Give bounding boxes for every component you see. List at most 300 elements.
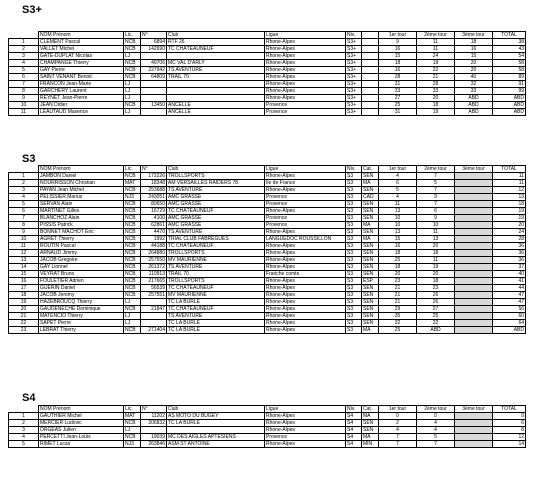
table-row — [9, 102, 526, 109]
cell-niv: S3 — [346, 187, 362, 194]
cell-name: MERCIER Ludovic — [39, 420, 124, 427]
cell-ligue: Provence — [265, 194, 346, 201]
table-row — [9, 320, 526, 327]
cell-club: RTF 26 — [167, 39, 265, 46]
cell-lic: LJ — [124, 109, 141, 116]
cell-club — [167, 53, 265, 60]
cell-t1: 4 — [379, 427, 417, 434]
cell-num — [141, 109, 167, 116]
cell-lic: NCB — [124, 60, 141, 67]
cell-niv: S3+ — [346, 88, 362, 95]
cell-ligue: Rhone-Alpes — [265, 229, 346, 236]
cell-ligue: Rhone-Alpes — [265, 88, 346, 95]
cell-t3 — [455, 413, 493, 420]
cell-total: 11 — [493, 180, 526, 187]
table-row — [9, 285, 526, 292]
cell-name: SAPET Pierre — [39, 320, 124, 327]
cell-ligue: Rhone-Alpes — [265, 420, 346, 427]
cell-t1: 35 — [379, 313, 417, 320]
column-header-name: NOM Prénom — [39, 406, 124, 413]
cell-rank: 6 — [9, 74, 39, 81]
cell-rank: 7 — [9, 81, 39, 88]
cell-cat — [362, 46, 379, 53]
column-header-t1: 1er tour — [379, 406, 417, 413]
cell-ligue: Rhone-Alpes — [265, 53, 346, 60]
cell-club: TROLLSPORTS — [167, 173, 265, 180]
cell-lic: MAT — [124, 180, 141, 187]
cell-num: 16729 — [141, 208, 167, 215]
cell-total: 44 — [493, 285, 526, 292]
cell-niv: S4 — [346, 420, 362, 427]
cell-lic: LJ — [124, 320, 141, 327]
cell-ligue: Rhone-Alpes — [265, 292, 346, 299]
cell-club — [167, 427, 265, 434]
cell-ligue: Rhone-Alpes — [265, 320, 346, 327]
cell-t3: 33 — [455, 88, 493, 95]
cell-cat — [362, 53, 379, 60]
cell-total: 12 — [493, 187, 526, 194]
column-header-t3: 3ème tour — [455, 32, 493, 39]
cell-lic: NCB — [124, 434, 141, 441]
cell-club: ANCELLE — [167, 109, 265, 116]
cell-name: SERVAN Alain — [39, 201, 124, 208]
cell-cat: SEN — [362, 420, 379, 427]
table-row — [9, 299, 526, 306]
cell-lic: NCB — [124, 46, 141, 53]
cell-name: CLEMENT Pascal — [39, 39, 124, 46]
cell-niv: S3 — [346, 320, 362, 327]
cell-num: 18348 — [141, 180, 167, 187]
cell-name: GARCHERY Laurent — [39, 88, 124, 95]
cell-ligue: Provence — [265, 222, 346, 229]
cell-cat — [362, 102, 379, 109]
cell-total: 47 — [493, 299, 526, 306]
cell-lic: NCB — [124, 39, 141, 46]
results-table-s3 — [8, 165, 526, 334]
cell-rank: 4 — [9, 60, 39, 67]
cell-total: 18 — [493, 201, 526, 208]
cell-cat: MA — [362, 434, 379, 441]
cell-ligue: Rhone-Alpes — [265, 441, 346, 448]
cell-total: 91 — [493, 81, 526, 88]
cell-t2: 11 — [417, 39, 455, 46]
cell-lic: NCB — [124, 285, 141, 292]
cell-niv: S4 — [346, 441, 362, 448]
table-row — [9, 313, 526, 320]
cell-name: MARTINET Gilles — [39, 208, 124, 215]
table-row — [9, 264, 526, 271]
cell-club: TC LA BURLE — [167, 327, 265, 334]
cell-lic: LJ — [124, 427, 141, 434]
cell-lic: NCB — [124, 257, 141, 264]
cell-t2: 20 — [417, 95, 455, 102]
cell-t3: 20 — [455, 60, 493, 67]
cell-niv: S3 — [346, 243, 362, 250]
cell-t2: 18 — [417, 102, 455, 109]
cell-ligue: Rhone-Alpes — [265, 39, 346, 46]
cell-lic: NJ3 — [124, 441, 141, 448]
cell-t3 — [455, 427, 493, 434]
cell-niv: S3 — [346, 285, 362, 292]
cell-niv: S3 — [346, 278, 362, 285]
table-row — [9, 39, 526, 46]
cell-lic: NCB — [124, 208, 141, 215]
column-header-t3: 3ème tour — [455, 406, 493, 413]
cell-total: 54 — [493, 53, 526, 60]
cell-num — [141, 427, 167, 434]
cell-total: 24 — [493, 229, 526, 236]
cell-t3 — [455, 292, 493, 299]
column-header-cat: Cat. — [362, 166, 379, 173]
cell-name: ORGEAS Julien — [39, 427, 124, 434]
cell-t3: 32 — [455, 81, 493, 88]
cell-total: 64 — [493, 320, 526, 327]
column-header-club: Club — [167, 32, 265, 39]
cell-t3: ABD — [455, 102, 493, 109]
table-row — [9, 271, 526, 278]
column-header-num: N° — [141, 166, 167, 173]
cell-t3 — [455, 187, 493, 194]
cell-niv: S3 — [346, 313, 362, 320]
cell-cat: MIN — [362, 441, 379, 448]
results-table-s4 — [8, 405, 526, 448]
cell-t3 — [455, 257, 493, 264]
cell-name: MATENCIO Thierry — [39, 313, 124, 320]
table-row — [9, 88, 526, 95]
cell-num: 6894 — [141, 39, 167, 46]
cell-total: 47 — [493, 292, 526, 299]
cell-total: 40 — [493, 271, 526, 278]
cell-rank: 2 — [9, 420, 39, 427]
table-row — [9, 222, 526, 229]
cell-name: ROUTIN Pascal — [39, 243, 124, 250]
table-row — [9, 187, 526, 194]
table-row — [9, 201, 526, 208]
cell-t3 — [455, 222, 493, 229]
cell-t2: 11 — [417, 46, 455, 53]
cell-club: TC LA BURLE — [167, 320, 265, 327]
cell-ligue: Provence — [265, 109, 346, 116]
section-title-s4: S4 — [22, 392, 36, 404]
cell-cat: SEN — [362, 306, 379, 313]
cell-total: 20 — [493, 222, 526, 229]
column-header-cat: Cat. — [362, 406, 379, 413]
cell-lic: NCB — [124, 243, 141, 250]
cell-cat — [362, 81, 379, 88]
cell-ligue: Rhone-Alpes — [265, 67, 346, 74]
cell-niv: S3 — [346, 306, 362, 313]
cell-total: 12 — [493, 434, 526, 441]
cell-num: 64809 — [141, 74, 167, 81]
cell-lic: LJ — [124, 88, 141, 95]
column-header-lic: Lic. — [124, 32, 141, 39]
cell-cat — [362, 95, 379, 102]
cell-rank: 18 — [9, 292, 39, 299]
cell-cat: SEN — [362, 208, 379, 215]
column-header-niv: Niv. — [346, 32, 362, 39]
cell-t2: 6 — [417, 208, 455, 215]
column-header-t1: 1er tour — [379, 32, 417, 39]
cell-total: ABD — [493, 102, 526, 109]
cell-ligue: LANGUEDOC ROUSSILLON — [265, 236, 346, 243]
table-row — [9, 215, 526, 222]
cell-t2: 32 — [417, 320, 455, 327]
cell-lic: NCB — [124, 327, 141, 334]
cell-t2: 11 — [417, 229, 455, 236]
cell-total: 28 — [493, 236, 526, 243]
cell-t3 — [455, 173, 493, 180]
cell-niv: S3 — [346, 299, 362, 306]
cell-club: TC CHÂTEAUNEUF — [167, 285, 265, 292]
cell-ligue: Rhone-Alpes — [265, 81, 346, 88]
cell-club: MC DES AIGLES APTESIENS — [167, 434, 265, 441]
cell-niv: S3 — [346, 215, 362, 222]
cell-niv: S3 — [346, 264, 362, 271]
column-header-t2: 2ème tour — [417, 32, 455, 39]
cell-ligue: Rhone-Alpes — [265, 306, 346, 313]
cell-num: 172226 — [141, 173, 167, 180]
cell-cat: SEN — [362, 264, 379, 271]
cell-cat: SEN — [362, 285, 379, 292]
cell-lic: NCB — [124, 264, 141, 271]
cell-rank: 9 — [9, 229, 39, 236]
column-header-t2: 2ème tour — [417, 166, 455, 173]
cell-total: ABD — [493, 95, 526, 102]
cell-name: NOURRISSON Christian — [39, 180, 124, 187]
cell-name: LEBRAT Thierry — [39, 327, 124, 334]
column-header-lic: Lic. — [124, 166, 141, 173]
cell-t1: 29 — [379, 306, 417, 313]
table-row — [9, 292, 526, 299]
cell-t2: 20 — [417, 243, 455, 250]
cell-rank: 8 — [9, 222, 39, 229]
cell-t3 — [455, 441, 493, 448]
cell-club — [167, 81, 265, 88]
cell-lic: NCB — [124, 278, 141, 285]
cell-niv: S3 — [346, 229, 362, 236]
cell-name: AGRET Thierry — [39, 236, 124, 243]
cell-name: ARNAUD Jimmy — [39, 250, 124, 257]
cell-num — [141, 53, 167, 60]
cell-t3 — [455, 180, 493, 187]
cell-num: 110913 — [141, 271, 167, 278]
cell-t3 — [455, 264, 493, 271]
cell-niv: S3 — [346, 180, 362, 187]
cell-rank: 1 — [9, 413, 39, 420]
cell-num: 227942 — [141, 67, 167, 74]
cell-club: TRIAL CLUB FABREGUES — [167, 236, 265, 243]
cell-t1: 15 — [379, 236, 417, 243]
cell-ligue: Rhone-Alpes — [265, 243, 346, 250]
table-row — [9, 257, 526, 264]
column-header-rank — [9, 166, 39, 173]
table-row — [9, 441, 526, 448]
cell-t3: ABD — [455, 95, 493, 102]
cell-t3: 40 — [455, 74, 493, 81]
cell-niv: S3 — [346, 292, 362, 299]
table-row — [9, 208, 526, 215]
cell-name: GAY Lionnel — [39, 264, 124, 271]
cell-num: 263846 — [141, 441, 167, 448]
cell-total: 36 — [493, 243, 526, 250]
cell-total: 6 — [493, 420, 526, 427]
cell-total: ABD — [493, 109, 526, 116]
cell-t1: 33 — [379, 88, 417, 95]
cell-ligue: Rhone-Alpes — [265, 208, 346, 215]
cell-ligue: Rhone-Alpes — [265, 285, 346, 292]
cell-total: 99 — [493, 88, 526, 95]
cell-rank: 2 — [9, 46, 39, 53]
cell-t3: 16 — [455, 46, 493, 53]
cell-lic: LJ — [124, 95, 141, 102]
cell-cat: SEN — [362, 201, 379, 208]
column-header-club: Club — [167, 166, 265, 173]
cell-name: RIMET Lucas — [39, 441, 124, 448]
table-row — [9, 420, 526, 427]
cell-niv: S3+ — [346, 60, 362, 67]
cell-t2: 13 — [417, 236, 455, 243]
cell-club: TC CHÂTEAUNEUF — [167, 208, 265, 215]
cell-niv: S3 — [346, 271, 362, 278]
cell-cat — [362, 74, 379, 81]
cell-name: GAUDENECHE Dominique — [39, 306, 124, 313]
cell-total: 8 — [493, 427, 526, 434]
cell-cat: SEN — [362, 243, 379, 250]
cell-num: 4100 — [141, 215, 167, 222]
table-header-row — [9, 406, 526, 413]
cell-rank: 6 — [9, 208, 39, 215]
cell-club: TC CHÂTEAUNEUF — [167, 46, 265, 53]
cell-t3 — [455, 229, 493, 236]
table-row — [9, 53, 526, 60]
cell-rank: 15 — [9, 271, 39, 278]
cell-lic: LJ — [124, 299, 141, 306]
column-header-num: N° — [141, 32, 167, 39]
cell-t2: 7 — [417, 187, 455, 194]
cell-ligue: Rhone-Alpes — [265, 257, 346, 264]
cell-club: AMC GRASSE — [167, 215, 265, 222]
cell-cat: SEN — [362, 427, 379, 434]
cell-t2: 21 — [417, 74, 455, 81]
cell-num — [141, 88, 167, 95]
cell-t3 — [455, 271, 493, 278]
cell-niv: S4 — [346, 413, 362, 420]
cell-club: TS AVENTURE — [167, 67, 265, 74]
cell-total: 36 — [493, 250, 526, 257]
cell-total: 89 — [493, 74, 526, 81]
table-header-row — [9, 32, 526, 39]
cell-total: 41 — [493, 278, 526, 285]
cell-rank: 2 — [9, 180, 39, 187]
cell-t1: 10 — [379, 215, 417, 222]
table-row — [9, 327, 526, 334]
cell-ligue: Provence — [265, 434, 346, 441]
cell-t2: 19 — [417, 60, 455, 67]
cell-cat: CAD — [362, 194, 379, 201]
cell-total: 56 — [493, 306, 526, 313]
cell-niv: S3 — [346, 173, 362, 180]
cell-t1: 9 — [379, 39, 417, 46]
column-header-name: NOM Prénom — [39, 166, 124, 173]
cell-total: 43 — [493, 46, 526, 53]
cell-club: ANCELLE — [167, 102, 265, 109]
cell-t1: 10 — [379, 222, 417, 229]
cell-num: 44188 — [141, 243, 167, 250]
cell-club: TROLLSPORTS — [167, 250, 265, 257]
cell-t1: 4 — [379, 173, 417, 180]
cell-club: TS AVENTURE — [167, 187, 265, 194]
cell-num: 13450 — [141, 102, 167, 109]
cell-rank: 19 — [9, 299, 39, 306]
cell-t3 — [455, 278, 493, 285]
cell-niv: S3+ — [346, 67, 362, 74]
cell-total: 36 — [493, 257, 526, 264]
cell-t1: 6 — [379, 180, 417, 187]
cell-t2: 25 — [417, 313, 455, 320]
cell-club: TRAIL 70 — [167, 271, 265, 278]
cell-t3 — [455, 201, 493, 208]
cell-name: GAY Pierre — [39, 67, 124, 74]
cell-t2: 20 — [417, 271, 455, 278]
table-row — [9, 180, 526, 187]
cell-rank: 22 — [9, 320, 39, 327]
cell-t1: 16 — [379, 46, 417, 53]
cell-num: 80650 — [141, 201, 167, 208]
cell-name: FOULETIER Adrien — [39, 278, 124, 285]
table-row — [9, 413, 526, 420]
cell-t1: 25 — [379, 257, 417, 264]
table-row — [9, 67, 526, 74]
cell-t2: 26 — [417, 292, 455, 299]
cell-niv: S3+ — [346, 102, 362, 109]
cell-num: 62861 — [141, 222, 167, 229]
cell-t2: 4 — [417, 427, 455, 434]
cell-t1: 7 — [379, 434, 417, 441]
cell-total: 11 — [493, 173, 526, 180]
cell-niv: S3 — [346, 236, 362, 243]
cell-t2: 26 — [417, 299, 455, 306]
cell-rank: 23 — [9, 327, 39, 334]
cell-club: TC LA BURLE — [167, 299, 265, 306]
cell-total: 58 — [493, 60, 526, 67]
cell-num — [141, 95, 167, 102]
cell-lic: NCB — [124, 236, 141, 243]
column-header-niv: Niv. — [346, 406, 362, 413]
cell-lic: NCB — [124, 67, 141, 74]
cell-ligue: Rhone-Alpes — [265, 187, 346, 194]
column-header-t2: 2ème tour — [417, 406, 455, 413]
cell-num — [141, 320, 167, 327]
cell-lic: NCB — [124, 229, 141, 236]
cell-name: REYNET Jean-Pierre — [39, 95, 124, 102]
cell-t3 — [455, 215, 493, 222]
cell-name: GAUTHIER Michel — [39, 413, 124, 420]
cell-t1: 15 — [379, 53, 417, 60]
cell-club — [167, 95, 265, 102]
cell-rank: 11 — [9, 109, 39, 116]
cell-t3 — [455, 194, 493, 201]
cell-num — [141, 81, 167, 88]
cell-ligue: Rhone-Alpes — [265, 313, 346, 320]
cell-ligue: Rhone-Alpes — [265, 413, 346, 420]
cell-num: 4470 — [141, 229, 167, 236]
column-header-name: NOM Prénom — [39, 32, 124, 39]
cell-cat: SEN — [362, 271, 379, 278]
cell-t2: 18 — [417, 278, 455, 285]
cell-t3 — [455, 313, 493, 320]
cell-niv: S3+ — [346, 53, 362, 60]
cell-t3: 15 — [455, 53, 493, 60]
